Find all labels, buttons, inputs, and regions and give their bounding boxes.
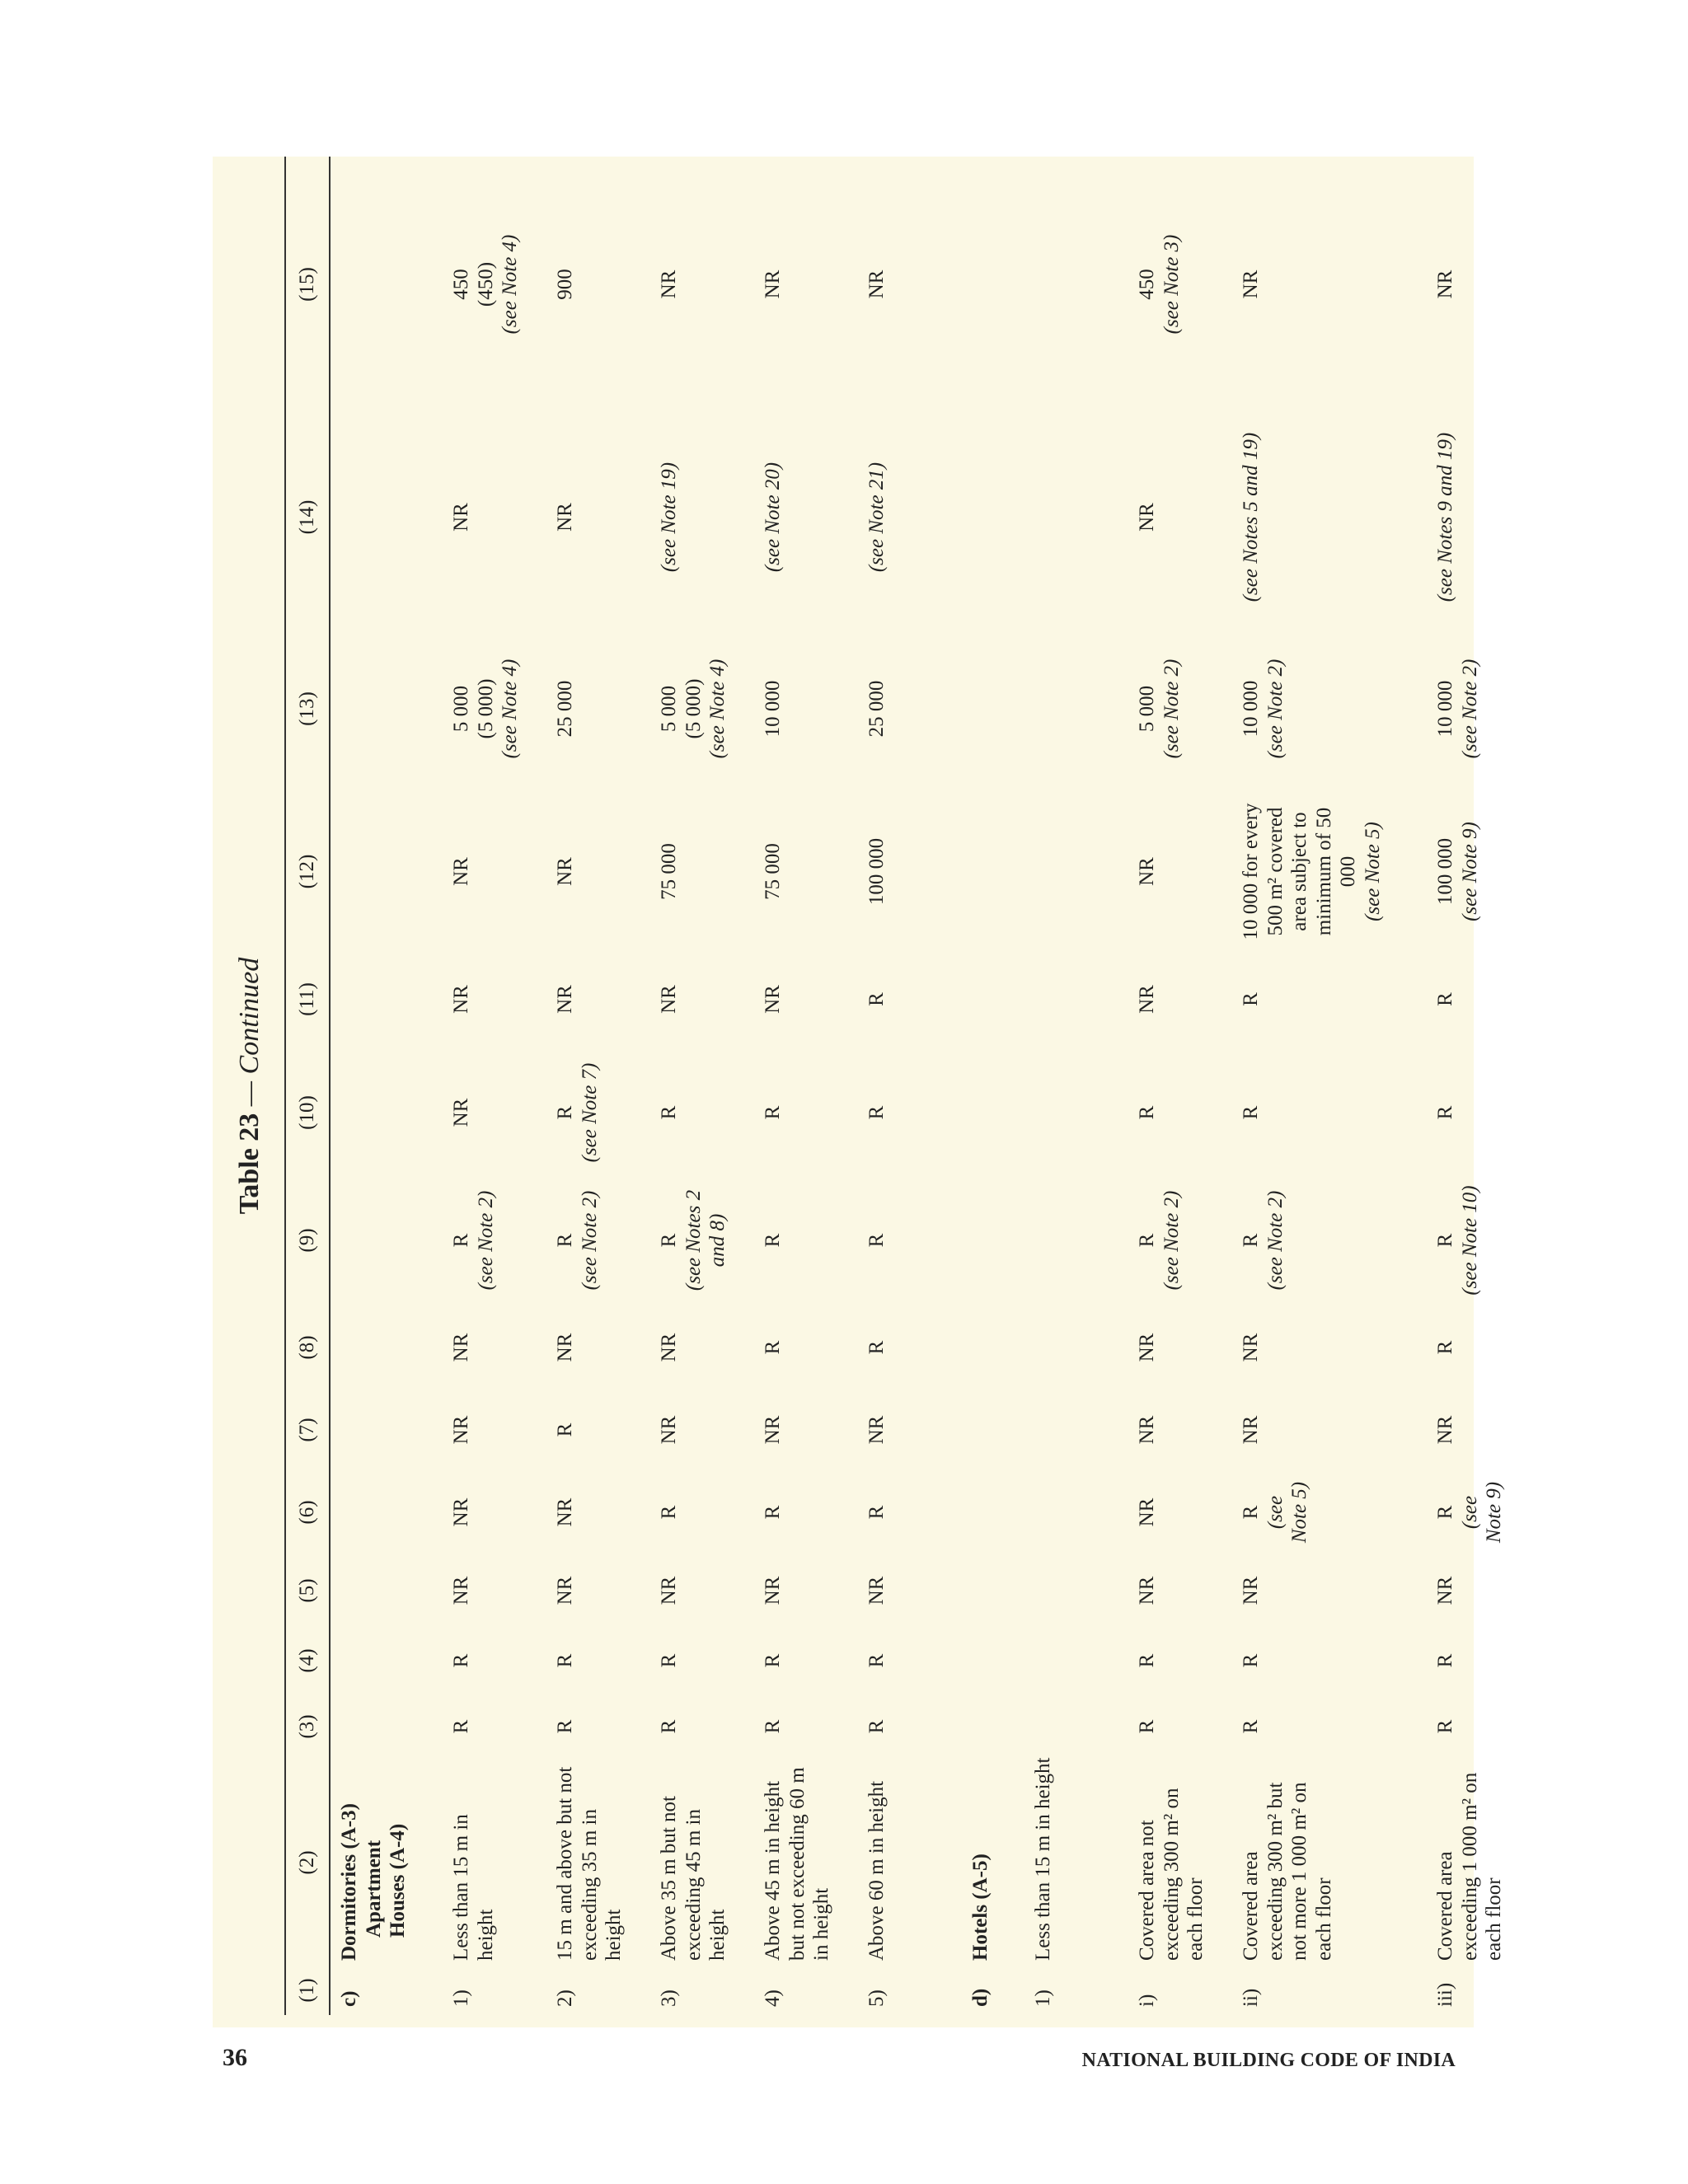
table-cell: R xyxy=(658,1719,680,1734)
table-cell: NR xyxy=(1240,269,1262,299)
table-cell: R (see Note 2) xyxy=(554,1190,601,1291)
table-cell: NR xyxy=(554,1333,576,1362)
col-header-9: (9) xyxy=(285,1174,330,1306)
table-row xyxy=(546,157,650,2015)
col-header-1: (1) xyxy=(285,1966,330,2015)
table-cell: (see Notes 9 and 19) xyxy=(1434,432,1456,602)
table-cell: NR xyxy=(450,857,472,886)
table-cell: i) xyxy=(1136,1994,1158,2007)
table-cell: R xyxy=(1240,1653,1262,1668)
col-header-13: (13) xyxy=(285,622,330,795)
table-title-suffix: — Continued xyxy=(234,957,265,1107)
table-cell: R xyxy=(450,1653,472,1668)
table-cell: 10 000 (see Note 2) xyxy=(1434,658,1481,759)
table-cell: NR xyxy=(1434,269,1456,299)
table-cell: NR xyxy=(450,1415,472,1445)
section-label: c) xyxy=(338,1990,360,2007)
col-header-5: (5) xyxy=(285,1554,330,1628)
col-header-15: (15) xyxy=(285,157,330,412)
table-cell: Covered area not exceeding 300 m² on each floor xyxy=(1136,1788,1207,1961)
table-cell: R xyxy=(762,1105,784,1120)
table-cell: R xyxy=(762,1719,784,1734)
table-cell: 10 000 for every 500 m² covered area subject to minimum of 50 000 (see Note 5) xyxy=(1240,803,1384,940)
table-cell: NR xyxy=(450,503,472,532)
table-cell: R xyxy=(554,1719,576,1734)
table-cell: R xyxy=(762,1233,784,1248)
table-cell: 75 000 xyxy=(762,843,784,900)
table-cell: NR xyxy=(1434,1415,1456,1445)
table-cell: NR xyxy=(1136,503,1158,532)
table-row xyxy=(1232,157,1427,2015)
table-row xyxy=(650,157,754,2015)
table-cell: R xyxy=(1240,1105,1262,1120)
table-row xyxy=(754,157,858,2015)
table-cell: NR xyxy=(554,503,576,532)
table-cell: NR xyxy=(450,985,472,1014)
table-cell: R (see Notes 2 and 8) xyxy=(658,1189,729,1291)
col-header-12: (12) xyxy=(285,795,330,948)
table-cell: R xyxy=(1434,992,1456,1006)
table-cell: R xyxy=(1240,1719,1262,1734)
table-title xyxy=(225,157,274,2015)
table-cell: Above 60 m in height xyxy=(865,1780,888,1961)
table-cell: R (see Note 7) xyxy=(554,1062,601,1163)
table-cell: R (see Note 10) xyxy=(1434,1185,1481,1296)
table-cell: Covered area exceeding 1 000 m² on each floor xyxy=(1434,1772,1505,1961)
table-cell: NR xyxy=(450,1098,472,1127)
fire-requirements-table xyxy=(284,157,1531,2015)
col-header-10: (10) xyxy=(285,1051,330,1174)
table-cell: R xyxy=(865,1105,888,1120)
table-cell: R xyxy=(1434,1719,1456,1734)
table-cell: NR xyxy=(1240,1333,1262,1362)
table-cell: R xyxy=(658,1505,680,1520)
running-footer: NATIONAL BUILDING CODE OF INDIA xyxy=(1081,2050,1456,2071)
table-cell: R xyxy=(865,1653,888,1668)
col-header-11: (11) xyxy=(285,948,330,1051)
section-name: Hotels (A-5) xyxy=(969,1854,992,1961)
table-cell: NR xyxy=(1136,1415,1158,1445)
table-cell: Above 35 m but not exceeding 45 m in height xyxy=(658,1796,729,1961)
page-number: 36 xyxy=(223,2044,247,2071)
table-cell: 75 000 xyxy=(658,843,680,900)
table-cell: 1) xyxy=(450,1990,472,2007)
table-cell: R xyxy=(865,1340,888,1355)
table-cell: NR xyxy=(1240,1415,1262,1445)
table-cell: R xyxy=(865,992,888,1006)
table-cell: NR xyxy=(865,1576,888,1605)
table-title-text: Table 23 xyxy=(234,1113,265,1215)
table-cell: NR xyxy=(1136,1333,1158,1362)
table-cell: R xyxy=(658,1653,680,1668)
table-cell: 15 m and above but not exceeding 35 m in height xyxy=(554,1766,625,1961)
table-cell: 25 000 xyxy=(865,680,888,738)
table-cell: NR xyxy=(554,1497,576,1527)
col-header-6: (6) xyxy=(285,1471,330,1554)
table-cell: (see Note 20) xyxy=(762,462,784,573)
table-cell: R xyxy=(865,1505,888,1520)
table-row xyxy=(1025,157,1128,2015)
table-row xyxy=(1128,157,1232,2015)
table-cell: NR xyxy=(762,269,784,299)
table-cell: (see Note 19) xyxy=(658,462,680,573)
table-cell: NR xyxy=(658,1333,680,1362)
table-cell: R xyxy=(1136,1653,1158,1668)
section-name: Dormitories (A-3) Apartment Houses (A-4) xyxy=(338,1803,409,1961)
table-cell: R xyxy=(1136,1719,1158,1734)
table-cell: 450 (see Note 3) xyxy=(1136,234,1183,335)
table-cell: 25 000 xyxy=(554,680,576,738)
table-cell: R xyxy=(762,1653,784,1668)
table-row xyxy=(443,157,546,2015)
table-cell: Covered area exceeding 300 m² but not more 1 000 m² on each floor xyxy=(1240,1782,1335,1961)
table-row xyxy=(1427,157,1531,2015)
table-cell: NR xyxy=(658,1576,680,1605)
table-cell: 5 000 (5 000) (see Note 4) xyxy=(450,658,521,759)
table-cell: NR xyxy=(762,1576,784,1605)
table-cell: Above 45 m in height but not exceeding 60 m in height xyxy=(762,1767,832,1961)
table-cell: NR xyxy=(1136,985,1158,1014)
table-cell: NR xyxy=(865,1415,888,1445)
table-cell: R (see Note 5) xyxy=(1240,1481,1311,1544)
table-cell: 1) xyxy=(1032,1990,1054,2007)
table-cell: 5) xyxy=(865,1990,888,2007)
table-cell: ii) xyxy=(1240,1988,1262,2007)
table-cell: NR xyxy=(658,1415,680,1445)
table-cell: NR xyxy=(1136,1497,1158,1527)
table-cell: R xyxy=(762,1340,784,1355)
table-cell: NR xyxy=(450,1333,472,1362)
table-cell: R xyxy=(1136,1105,1158,1120)
section-row-hotels xyxy=(962,157,1025,2015)
table-cell: 10 000 xyxy=(762,680,784,738)
table-cell: 5 000 (5 000) (see Note 4) xyxy=(658,658,729,759)
table-cell: NR xyxy=(450,1497,472,1527)
table-cell: R xyxy=(658,1105,680,1120)
table-cell: R xyxy=(1240,992,1262,1006)
table-cell: NR xyxy=(554,857,576,886)
col-header-2: (2) xyxy=(285,1760,330,1966)
col-header-4: (4) xyxy=(285,1628,330,1694)
table-row xyxy=(858,157,962,2015)
col-header-3: (3) xyxy=(285,1694,330,1760)
table-cell: Less than 15 m in height xyxy=(1032,1757,1054,1961)
table-cell: NR xyxy=(450,1576,472,1605)
table-cell: 900 xyxy=(554,269,576,300)
table-cell: R xyxy=(1434,1653,1456,1668)
table-cell: (see Notes 5 and 19) xyxy=(1240,432,1262,602)
table-cell: R xyxy=(1434,1340,1456,1355)
table-cell: NR xyxy=(762,1415,784,1445)
table-cell: 100 000 xyxy=(865,837,888,906)
col-header-8: (8) xyxy=(285,1306,330,1389)
table-cell: R (see Note 9) xyxy=(1434,1481,1505,1544)
col-header-7: (7) xyxy=(285,1389,330,1471)
table-cell: R xyxy=(554,1653,576,1668)
table-cell: NR xyxy=(658,985,680,1014)
table-cell: R xyxy=(1434,1105,1456,1120)
col-header-14: (14) xyxy=(285,412,330,622)
table-cell: 4) xyxy=(762,1990,784,2007)
table-cell: NR xyxy=(1136,1576,1158,1605)
section-label: d) xyxy=(969,1988,992,2007)
table-cell: 100 000 (see Note 9) xyxy=(1434,822,1481,921)
table-cell: NR xyxy=(1434,1576,1456,1605)
table-cell: R xyxy=(554,1422,576,1437)
table-cell: NR xyxy=(554,1576,576,1605)
header-row xyxy=(285,157,330,2015)
table-cell: 5 000 (see Note 2) xyxy=(1136,658,1183,759)
table-cell: 450 (450) (see Note 4) xyxy=(450,234,521,335)
table-cell: R xyxy=(762,1505,784,1520)
table-cell: Less than 15 m in height xyxy=(450,1814,497,1961)
table-cell: NR xyxy=(1136,857,1158,886)
rotated-table-region xyxy=(225,157,1505,2015)
table-cell: NR xyxy=(762,985,784,1014)
section-row-dormitories xyxy=(330,157,443,2015)
table-cell: R (see Note 2) xyxy=(1240,1190,1287,1291)
table-cell: 3) xyxy=(658,1990,680,2007)
table-cell: R (see Note 2) xyxy=(1136,1190,1183,1291)
table-cell: R xyxy=(865,1233,888,1248)
table-cell: R xyxy=(450,1719,472,1734)
table-cell: NR xyxy=(865,269,888,299)
table-cell: NR xyxy=(658,269,680,299)
table-cell: NR xyxy=(554,985,576,1014)
table-cell: R xyxy=(865,1719,888,1734)
table-cell: iii) xyxy=(1434,1982,1456,2007)
table-cell: 10 000 (see Note 2) xyxy=(1240,658,1287,759)
table-cell: 2) xyxy=(554,1990,576,2007)
table-cell: (see Note 21) xyxy=(865,462,888,573)
table-cell: NR xyxy=(1240,1576,1262,1605)
table-cell: R (see Note 2) xyxy=(450,1190,497,1291)
